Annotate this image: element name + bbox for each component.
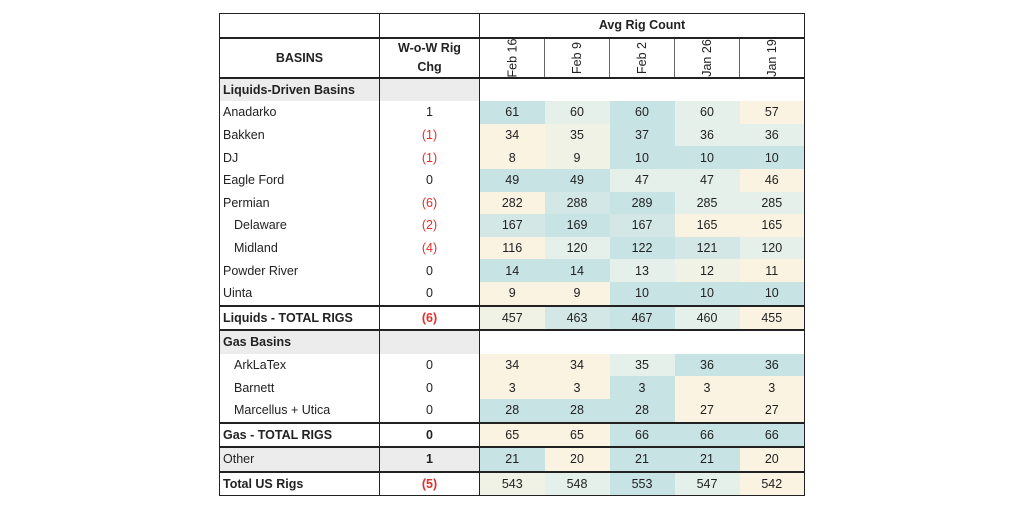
rig-count-cell: 49: [480, 169, 545, 192]
section-row: [220, 330, 805, 354]
rig-count-cell: 3: [545, 376, 610, 399]
rig-count-cell: 34: [480, 354, 545, 377]
wow-change: (1): [380, 146, 480, 169]
rig-count-cell: 120: [740, 237, 805, 260]
wow-change: (6): [380, 306, 480, 331]
table-row: [220, 101, 805, 124]
rig-count-cell: 14: [545, 259, 610, 282]
rig-count-cell: 35: [545, 124, 610, 147]
rig-count-cell: 165: [675, 214, 740, 237]
wow-change: (5): [380, 472, 480, 496]
date-header-1: [545, 38, 610, 78]
rig-count-cell: 28: [480, 399, 545, 423]
wow-change: 0: [380, 282, 480, 306]
wow-change: (1): [380, 124, 480, 147]
rig-count-cell: 3: [675, 376, 740, 399]
wow-change: 1: [380, 101, 480, 124]
table-row: [220, 259, 805, 282]
section-values-blank: [480, 78, 805, 102]
wow-change: 0: [380, 423, 480, 448]
basin-name: Eagle Ford: [220, 169, 380, 192]
rig-count-cell: 463: [545, 306, 610, 331]
rig-count-cell: 548: [545, 472, 610, 496]
wow-change: (6): [380, 192, 480, 215]
wow-change: 1: [380, 447, 480, 472]
basin-name: Marcellus + Utica: [220, 399, 380, 423]
section-values-blank: [480, 330, 805, 354]
rig-count-cell: 467: [610, 306, 675, 331]
basin-name: Permian: [220, 192, 380, 215]
table-row: [220, 376, 805, 399]
rig-count-cell: 20: [740, 447, 805, 472]
rig-count-cell: 21: [480, 447, 545, 472]
rig-count-cell: 28: [610, 399, 675, 423]
rig-count-cell: 285: [740, 192, 805, 215]
total-row: [220, 306, 805, 331]
rig-count-cell: 116: [480, 237, 545, 260]
rig-count-cell: 10: [740, 282, 805, 306]
basin-name: ArkLaTex: [220, 354, 380, 377]
rig-count-cell: 60: [545, 101, 610, 124]
date-label: Feb 9: [570, 41, 584, 74]
total-row: [220, 423, 805, 448]
basin-name: Bakken: [220, 124, 380, 147]
rig-count-cell: 34: [545, 354, 610, 377]
basin-name: Barnett: [220, 376, 380, 399]
rig-count-cell: 120: [545, 237, 610, 260]
rig-count-cell: 36: [740, 354, 805, 377]
section-label: Liquids-Driven Basins: [220, 78, 380, 102]
chg-top-cell: [380, 14, 480, 38]
basins-header: BASINS: [220, 38, 380, 78]
rig-count-cell: 14: [480, 259, 545, 282]
rig-count-cell: 3: [740, 376, 805, 399]
rig-count-cell: 3: [610, 376, 675, 399]
rig-count-cell: 21: [610, 447, 675, 472]
rig-count-cell: 543: [480, 472, 545, 496]
rig-count-cell: 11: [740, 259, 805, 282]
rig-count-cell: 47: [610, 169, 675, 192]
rig-count-cell: 460: [675, 306, 740, 331]
date-header-3: [675, 38, 740, 78]
rig-count-cell: 36: [675, 124, 740, 147]
basin-name: Other: [220, 447, 380, 472]
date-header-2: [610, 38, 675, 78]
rig-count-cell: 28: [545, 399, 610, 423]
table-row: [220, 237, 805, 260]
rig-count-cell: 547: [675, 472, 740, 496]
rig-count-cell: 9: [545, 282, 610, 306]
date-label: Feb 16: [504, 38, 519, 78]
wow-chg-header: [380, 38, 480, 78]
rig-count-table: [219, 13, 805, 496]
rig-count-cell: 27: [675, 399, 740, 423]
wow-chg-header-line2: Chg: [417, 59, 442, 74]
rig-count-cell: 21: [675, 447, 740, 472]
date-label: Jan 26: [700, 38, 714, 77]
wow-chg-header-line1: W-o-W Rig: [398, 40, 461, 55]
wow-change: (2): [380, 214, 480, 237]
basin-name: Uinta: [220, 282, 380, 306]
rig-count-cell: 13: [610, 259, 675, 282]
wow-change: (4): [380, 237, 480, 260]
rig-count-cell: 542: [740, 472, 805, 496]
corner-cell: [220, 14, 380, 38]
section-row: [220, 78, 805, 102]
rig-count-cell: 121: [675, 237, 740, 260]
rig-count-cell: 167: [610, 214, 675, 237]
rig-count-cell: 169: [545, 214, 610, 237]
basin-name: Anadarko: [220, 101, 380, 124]
date-header-4: [740, 38, 805, 78]
rig-count-cell: 285: [675, 192, 740, 215]
rig-count-cell: 10: [675, 282, 740, 306]
rig-count-cell: 66: [610, 423, 675, 448]
total-row: [220, 447, 805, 472]
rig-count-cell: 66: [675, 423, 740, 448]
rig-count-cell: 57: [740, 101, 805, 124]
rig-count-cell: 10: [675, 146, 740, 169]
rig-count-cell: 167: [480, 214, 545, 237]
rig-count-cell: 35: [610, 354, 675, 377]
basin-name: Delaware: [220, 214, 380, 237]
table-row: [220, 192, 805, 215]
rig-count-cell: 288: [545, 192, 610, 215]
total-row: [220, 472, 805, 496]
rig-count-cell: 60: [675, 101, 740, 124]
rig-count-cell: 47: [675, 169, 740, 192]
wow-change: 0: [380, 259, 480, 282]
rig-count-cell: 457: [480, 306, 545, 331]
rig-count-cell: 10: [740, 146, 805, 169]
wow-change: 0: [380, 376, 480, 399]
rig-count-cell: 8: [480, 146, 545, 169]
rig-count-cell: 61: [480, 101, 545, 124]
basin-name: Gas - TOTAL RIGS: [220, 423, 380, 448]
rig-count-cell: 66: [740, 423, 805, 448]
table-row: [220, 169, 805, 192]
rig-count-cell: 65: [545, 423, 610, 448]
rig-count-cell: 37: [610, 124, 675, 147]
table-row: [220, 282, 805, 306]
basin-name: Total US Rigs: [220, 472, 380, 496]
date-header-0: [480, 38, 545, 78]
table-row: [220, 146, 805, 169]
rig-count-cell: 282: [480, 192, 545, 215]
section-label: Gas Basins: [220, 330, 380, 354]
date-label: Feb 2: [635, 41, 649, 74]
wow-change: 0: [380, 399, 480, 423]
rig-count-cell: 289: [610, 192, 675, 215]
rig-count-cell: 9: [545, 146, 610, 169]
rig-count-cell: 65: [480, 423, 545, 448]
basin-name: DJ: [220, 146, 380, 169]
table-row: [220, 399, 805, 423]
rig-count-cell: 49: [545, 169, 610, 192]
rig-count-cell: 34: [480, 124, 545, 147]
rig-count-cell: 9: [480, 282, 545, 306]
avg-rig-count-header: Avg Rig Count: [480, 14, 805, 38]
rig-count-cell: 36: [740, 124, 805, 147]
table-row: [220, 354, 805, 377]
rig-count-cell: 10: [610, 282, 675, 306]
rig-count-cell: 20: [545, 447, 610, 472]
table-row: [220, 124, 805, 147]
wow-change: 0: [380, 354, 480, 377]
table-row: [220, 214, 805, 237]
wow-change: 0: [380, 169, 480, 192]
section-chg-cell: [380, 78, 480, 102]
rig-count-cell: 46: [740, 169, 805, 192]
rig-count-cell: 10: [610, 146, 675, 169]
rig-count-cell: 122: [610, 237, 675, 260]
rig-count-cell: 12: [675, 259, 740, 282]
rig-count-cell: 455: [740, 306, 805, 331]
rig-count-cell: 60: [610, 101, 675, 124]
basin-name: Powder River: [220, 259, 380, 282]
date-label: Jan 19: [765, 38, 780, 77]
rig-count-cell: 36: [675, 354, 740, 377]
rig-count-cell: 553: [610, 472, 675, 496]
basin-name: Liquids - TOTAL RIGS: [220, 306, 380, 331]
basin-name: Midland: [220, 237, 380, 260]
rig-count-cell: 3: [480, 376, 545, 399]
rig-count-cell: 27: [740, 399, 805, 423]
rig-count-cell: 165: [740, 214, 805, 237]
section-chg-cell: [380, 330, 480, 354]
